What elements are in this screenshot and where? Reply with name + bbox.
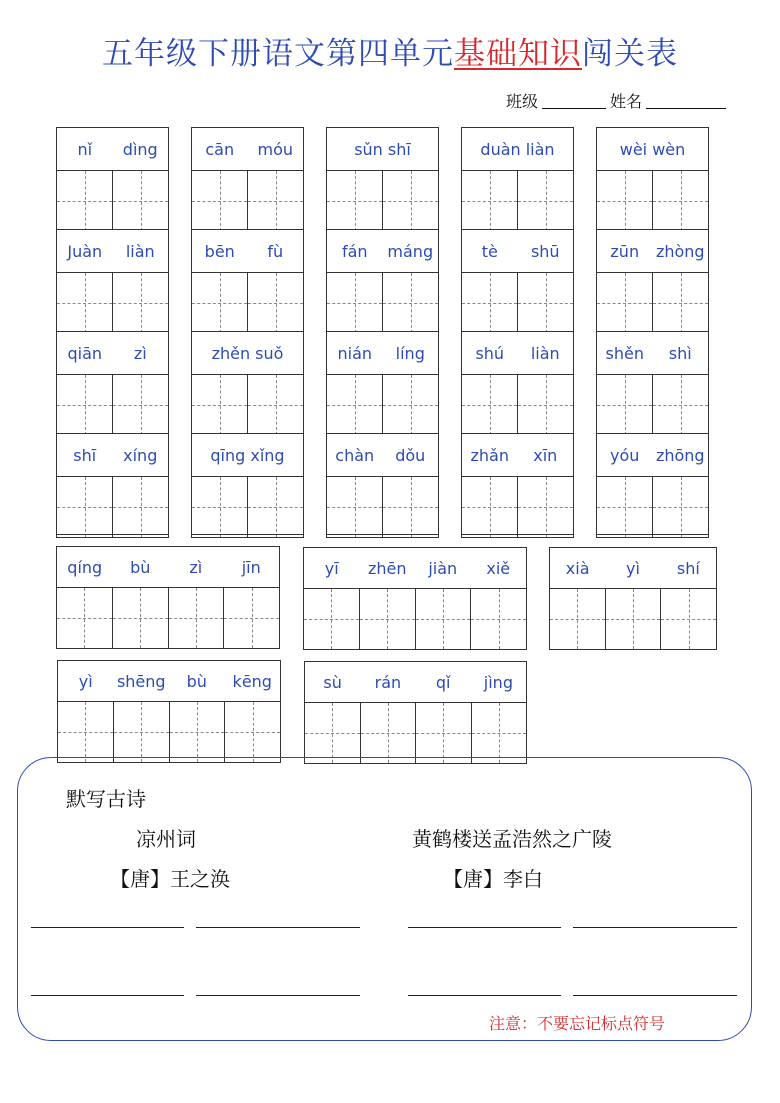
pinyin-row	[192, 128, 303, 171]
writing-square[interactable]	[518, 171, 573, 231]
pinyin-text: xíng	[123, 445, 158, 465]
writing-square[interactable]	[114, 702, 170, 762]
pinyin-text: zhòng	[655, 241, 705, 261]
answer-line[interactable]	[408, 995, 561, 996]
pinyin-text: yī	[324, 558, 339, 578]
writing-square[interactable]	[58, 702, 114, 762]
pinyin-row	[550, 548, 716, 589]
writing-square[interactable]	[597, 171, 653, 231]
pinyin-text: sǔn shī	[354, 139, 411, 159]
writing-grid	[57, 588, 279, 648]
pinyin-text: kēng	[232, 671, 272, 691]
writing-grid	[192, 273, 303, 333]
writing-square[interactable]	[518, 273, 573, 333]
writing-square[interactable]	[327, 375, 383, 435]
writing-grid	[550, 589, 716, 649]
word-box	[326, 229, 439, 334]
writing-square[interactable]	[653, 171, 708, 231]
answer-line[interactable]	[31, 927, 184, 928]
writing-square[interactable]	[518, 375, 573, 435]
writing-grid	[597, 375, 708, 435]
writing-square[interactable]	[360, 589, 416, 649]
pinyin-text: jīn	[241, 557, 261, 577]
pinyin-text: qiān	[67, 343, 103, 363]
pinyin-text: xià	[565, 558, 590, 578]
pinyin-text: shú	[475, 343, 505, 363]
word-box	[596, 127, 709, 232]
pinyin-row	[57, 332, 168, 375]
writing-grid	[57, 171, 168, 231]
pinyin-text: shí	[676, 558, 700, 578]
title-highlight: 基础知识	[454, 36, 582, 72]
writing-square[interactable]	[597, 477, 653, 537]
pinyin-text: tè	[481, 241, 498, 261]
writing-grid	[58, 702, 280, 762]
pinyin-text: duàn liàn	[480, 139, 555, 159]
name-label: 姓名	[610, 92, 643, 111]
poem-right-author: 【唐】李白	[443, 867, 543, 891]
writing-square[interactable]	[597, 273, 653, 333]
pinyin-row	[192, 332, 303, 375]
pinyin-row	[462, 230, 573, 273]
writing-square[interactable]	[518, 477, 573, 537]
writing-grid	[597, 273, 708, 333]
writing-grid	[462, 477, 573, 537]
writing-grid	[192, 375, 303, 435]
word-box	[461, 229, 574, 334]
writing-square[interactable]	[169, 588, 225, 648]
answer-line[interactable]	[31, 995, 184, 996]
pinyin-row	[57, 128, 168, 171]
writing-square[interactable]	[113, 375, 168, 435]
pinyin-text: cān	[205, 139, 235, 159]
word-box	[191, 127, 304, 232]
pinyin-text: shì	[668, 343, 692, 363]
pinyin-row	[304, 548, 526, 589]
writing-square[interactable]	[462, 273, 518, 333]
writing-square[interactable]	[192, 171, 248, 231]
writing-square[interactable]	[57, 171, 113, 231]
writing-square[interactable]	[192, 273, 248, 333]
word-box	[326, 433, 439, 538]
word-box	[326, 331, 439, 436]
pinyin-row	[57, 547, 279, 588]
writing-grid	[57, 477, 168, 537]
writing-grid	[57, 375, 168, 435]
writing-grid	[327, 171, 438, 231]
pinyin-text: zhěn suǒ	[211, 343, 284, 363]
pinyin-text: líng	[395, 343, 425, 363]
answer-line[interactable]	[196, 927, 360, 928]
writing-square[interactable]	[653, 375, 708, 435]
writing-grid	[305, 703, 526, 763]
writing-square[interactable]	[462, 477, 518, 537]
writing-square[interactable]	[462, 375, 518, 435]
writing-square[interactable]	[606, 589, 662, 649]
pinyin-row	[57, 230, 168, 273]
pinyin-text: bù	[130, 557, 151, 577]
word-box	[191, 433, 304, 538]
writing-square[interactable]	[113, 588, 169, 648]
pinyin-text: liàn	[125, 241, 155, 261]
writing-square[interactable]	[653, 273, 708, 333]
phrase-box	[56, 546, 280, 649]
pinyin-text: shī	[73, 445, 97, 465]
pinyin-text: yì	[626, 558, 640, 578]
pinyin-row	[305, 662, 526, 703]
pinyin-row	[192, 434, 303, 477]
writing-square[interactable]	[661, 589, 716, 649]
pinyin-row	[462, 128, 573, 171]
writing-grid	[327, 477, 438, 537]
pinyin-text: bēn	[204, 241, 235, 261]
writing-square[interactable]	[304, 589, 360, 649]
writing-square[interactable]	[57, 588, 113, 648]
writing-square[interactable]	[327, 477, 383, 537]
pinyin-row	[327, 128, 438, 171]
writing-grid	[597, 477, 708, 537]
pinyin-row	[327, 434, 438, 477]
word-box	[596, 433, 709, 538]
writing-square[interactable]	[113, 273, 168, 333]
pinyin-text: jiàn	[428, 558, 458, 578]
pinyin-text: jìng	[483, 672, 513, 692]
writing-square[interactable]	[383, 273, 438, 333]
pinyin-row	[57, 434, 168, 477]
phrase-box	[57, 660, 281, 763]
pinyin-text: shěn	[605, 343, 644, 363]
answer-line[interactable]	[196, 995, 360, 996]
word-box	[461, 127, 574, 232]
writing-grid	[327, 273, 438, 333]
word-box	[56, 433, 169, 538]
pinyin-row	[597, 434, 708, 477]
writing-square[interactable]	[361, 703, 417, 763]
pinyin-text: zì	[133, 343, 147, 363]
writing-square[interactable]	[192, 477, 248, 537]
writing-square[interactable]	[383, 171, 438, 231]
pinyin-text: qíng	[67, 557, 103, 577]
answer-line[interactable]	[408, 927, 561, 928]
pinyin-text: zhǎn	[470, 445, 509, 465]
writing-square[interactable]	[113, 171, 168, 231]
writing-square[interactable]	[383, 375, 438, 435]
pinyin-text: qīng xǐng	[210, 445, 285, 465]
phrase-box	[549, 547, 717, 650]
writing-square[interactable]	[225, 702, 280, 762]
poem-left-author: 【唐】王之涣	[110, 867, 230, 891]
pinyin-text: qǐ	[435, 672, 451, 692]
pinyin-text: yì	[78, 671, 93, 691]
writing-square[interactable]	[248, 477, 303, 537]
pinyin-text: bù	[186, 671, 207, 691]
word-box	[191, 229, 304, 334]
pinyin-text: móu	[257, 139, 293, 159]
writing-square[interactable]	[471, 589, 526, 649]
word-box	[596, 229, 709, 334]
word-box	[461, 331, 574, 436]
writing-square[interactable]	[170, 702, 226, 762]
word-box	[326, 127, 439, 232]
class-blank[interactable]	[542, 108, 606, 109]
pinyin-text: liàn	[530, 343, 560, 363]
writing-square[interactable]	[327, 171, 383, 231]
writing-grid	[597, 171, 708, 231]
word-box	[56, 229, 169, 334]
pinyin-row	[327, 230, 438, 273]
pinyin-text: rán	[374, 672, 402, 692]
writing-square[interactable]	[57, 375, 113, 435]
word-box	[56, 331, 169, 436]
pinyin-text: fán	[341, 241, 368, 261]
pinyin-text: zūn	[610, 241, 640, 261]
writing-grid	[462, 273, 573, 333]
pinyin-text: xiě	[486, 558, 511, 578]
pinyin-row	[327, 332, 438, 375]
pinyin-row	[192, 230, 303, 273]
pinyin-row	[597, 332, 708, 375]
writing-grid	[462, 375, 573, 435]
pinyin-row	[597, 128, 708, 171]
page-title: 五年级下册语文第四单元基础知识闯关表	[102, 36, 678, 72]
pinyin-row	[462, 332, 573, 375]
writing-square[interactable]	[57, 477, 113, 537]
writing-square[interactable]	[472, 703, 527, 763]
punctuation-note: 注意：不要忘记标点符号	[489, 1014, 666, 1033]
pinyin-row	[58, 661, 280, 702]
writing-square[interactable]	[192, 375, 248, 435]
writing-square[interactable]	[327, 273, 383, 333]
pinyin-text: wèi wèn	[619, 139, 686, 159]
pinyin-text: zì	[189, 557, 203, 577]
answer-line[interactable]	[573, 927, 737, 928]
writing-square[interactable]	[57, 273, 113, 333]
pinyin-text: zhōng	[655, 445, 705, 465]
writing-square[interactable]	[248, 171, 303, 231]
writing-grid	[57, 273, 168, 333]
pinyin-text: dìng	[122, 139, 158, 159]
poem-right-title: 黄鹤楼送孟浩然之广陵	[412, 827, 612, 851]
phrase-box	[304, 661, 527, 764]
pinyin-text: yóu	[610, 445, 640, 465]
writing-square[interactable]	[653, 477, 708, 537]
writing-square[interactable]	[597, 375, 653, 435]
word-box	[461, 433, 574, 538]
student-info	[506, 89, 730, 112]
writing-square[interactable]	[416, 589, 472, 649]
writing-square[interactable]	[248, 273, 303, 333]
pinyin-text: nǐ	[77, 139, 93, 159]
pinyin-text: dǒu	[395, 445, 426, 465]
pinyin-text: sù	[323, 672, 342, 692]
writing-square[interactable]	[462, 171, 518, 231]
pinyin-text: Juàn	[67, 241, 103, 261]
poem-left-title: 凉州词	[136, 827, 196, 851]
pinyin-text: zhēn	[367, 558, 407, 578]
pinyin-text: nián	[337, 343, 373, 363]
pinyin-text: shū	[530, 241, 560, 261]
pinyin-text: fù	[267, 241, 284, 261]
answer-line[interactable]	[573, 995, 737, 996]
pinyin-text: chàn	[335, 445, 375, 465]
name-blank[interactable]	[646, 108, 726, 109]
class-label: 班级	[506, 92, 539, 111]
phrase-box	[303, 547, 527, 650]
writing-grid	[462, 171, 573, 231]
writing-square[interactable]	[550, 589, 606, 649]
writing-square[interactable]	[383, 477, 438, 537]
pinyin-text: máng	[387, 241, 434, 261]
writing-square[interactable]	[248, 375, 303, 435]
writing-square[interactable]	[113, 477, 168, 537]
writing-grid	[192, 171, 303, 231]
word-box	[191, 331, 304, 436]
pinyin-text: xīn	[533, 445, 558, 465]
writing-square[interactable]	[224, 588, 279, 648]
writing-grid	[192, 477, 303, 537]
pinyin-row	[462, 434, 573, 477]
writing-grid	[304, 589, 526, 649]
writing-square[interactable]	[416, 703, 472, 763]
writing-grid	[327, 375, 438, 435]
word-box	[56, 127, 169, 232]
writing-square[interactable]	[305, 703, 361, 763]
poem-heading: 默写古诗	[66, 787, 146, 811]
pinyin-row	[597, 230, 708, 273]
pinyin-text: shēng	[116, 671, 166, 691]
word-box	[596, 331, 709, 436]
